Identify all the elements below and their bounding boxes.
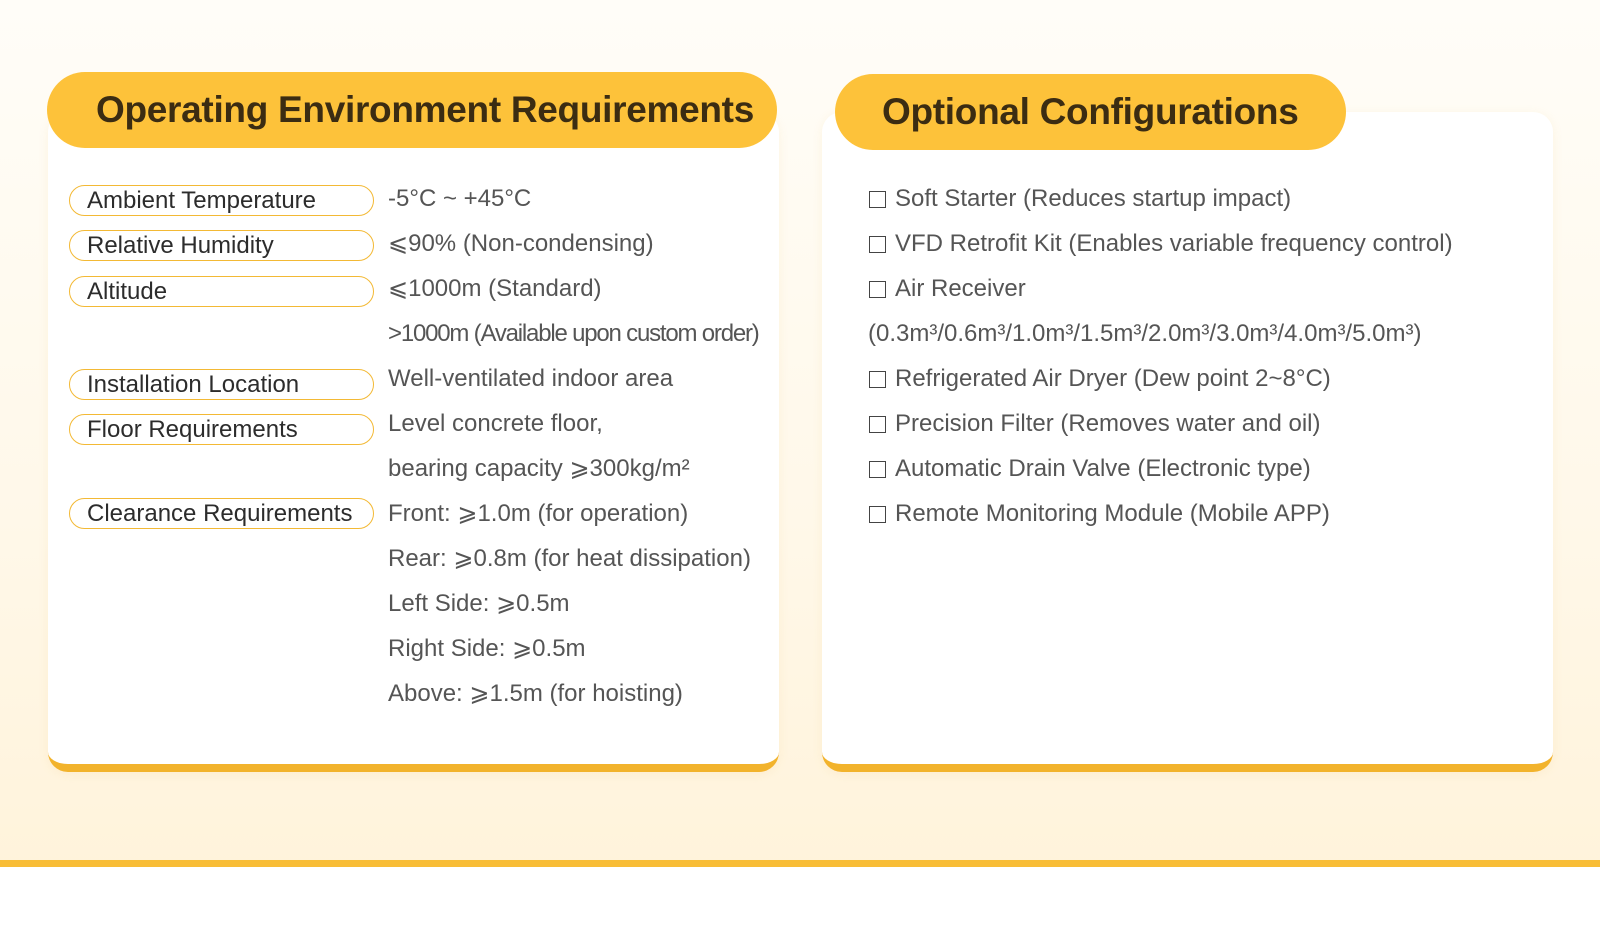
option-vfd-retrofit-kit[interactable] [869, 229, 1453, 259]
value-clearance-right: Right Side: ⩾0.5m [388, 635, 586, 662]
air-receiver-sizes [868, 319, 1421, 349]
label-altitude: Altitude [69, 276, 374, 307]
label-installation-location: Installation Location [69, 369, 374, 400]
value-altitude-standard: ⩽1000m (Standard) [388, 275, 602, 302]
checkbox-icon[interactable] [869, 461, 886, 478]
checkbox-icon[interactable] [869, 416, 886, 433]
air-receiver-sizes-text: (0.3m³/0.6m³/1.0m³/1.5m³/2.0m³/3.0m³/4.0m³/5.0m³) [868, 320, 1422, 347]
value-installation-location: Well-ventilated indoor area [388, 365, 674, 392]
option-label: Precision Filter (Removes water and oil) [895, 410, 1321, 437]
option-label: Refrigerated Air Dryer (Dew point 2~8°C) [895, 365, 1331, 392]
value-clearance-rear: Rear: ⩾0.8m (for heat dissipation) [388, 545, 751, 572]
value-relative-humidity: ⩽90% (Non-condensing) [388, 230, 654, 257]
optional-configurations-title: Optional Configurations [835, 74, 1346, 150]
option-remote-monitoring-module[interactable] [869, 499, 1330, 529]
value-ambient-temperature: -5°C ~ +45°C [388, 185, 532, 212]
bottom-divider [0, 860, 1600, 867]
value-altitude-custom: >1000m (Available upon custom order) [388, 320, 759, 347]
label-ambient-temperature: Ambient Temperature [69, 185, 374, 216]
label-relative-humidity: Relative Humidity [69, 230, 374, 261]
option-label: Remote Monitoring Module (Mobile APP) [895, 500, 1330, 527]
option-label: Air Receiver [895, 275, 1026, 302]
value-clearance-left: Left Side: ⩾0.5m [388, 590, 570, 617]
value-floor-bearing: bearing capacity ⩾300kg/m² [388, 455, 690, 482]
option-label: VFD Retrofit Kit (Enables variable frequency control) [895, 230, 1453, 257]
checkbox-icon[interactable] [869, 281, 886, 298]
checkbox-icon[interactable] [869, 191, 886, 208]
label-clearance-requirements: Clearance Requirements [69, 498, 374, 529]
checkbox-icon[interactable] [869, 371, 886, 388]
checkbox-icon[interactable] [869, 506, 886, 523]
operating-environment-title: Operating Environment Requirements [47, 72, 777, 148]
option-soft-starter[interactable] [869, 184, 1291, 214]
value-clearance-front: Front: ⩾1.0m (for operation) [388, 500, 689, 527]
checkbox-icon[interactable] [869, 236, 886, 253]
option-label: Soft Starter (Reduces startup impact) [895, 185, 1292, 212]
value-clearance-above: Above: ⩾1.5m (for hoisting) [388, 680, 683, 707]
value-floor-level: Level concrete floor, [388, 410, 603, 437]
option-refrigerated-air-dryer[interactable] [869, 364, 1331, 394]
label-floor-requirements: Floor Requirements [69, 414, 374, 445]
option-air-receiver[interactable] [869, 274, 1026, 304]
option-label: Automatic Drain Valve (Electronic type) [895, 455, 1311, 482]
option-automatic-drain-valve[interactable] [869, 454, 1311, 484]
option-precision-filter[interactable] [869, 409, 1320, 439]
